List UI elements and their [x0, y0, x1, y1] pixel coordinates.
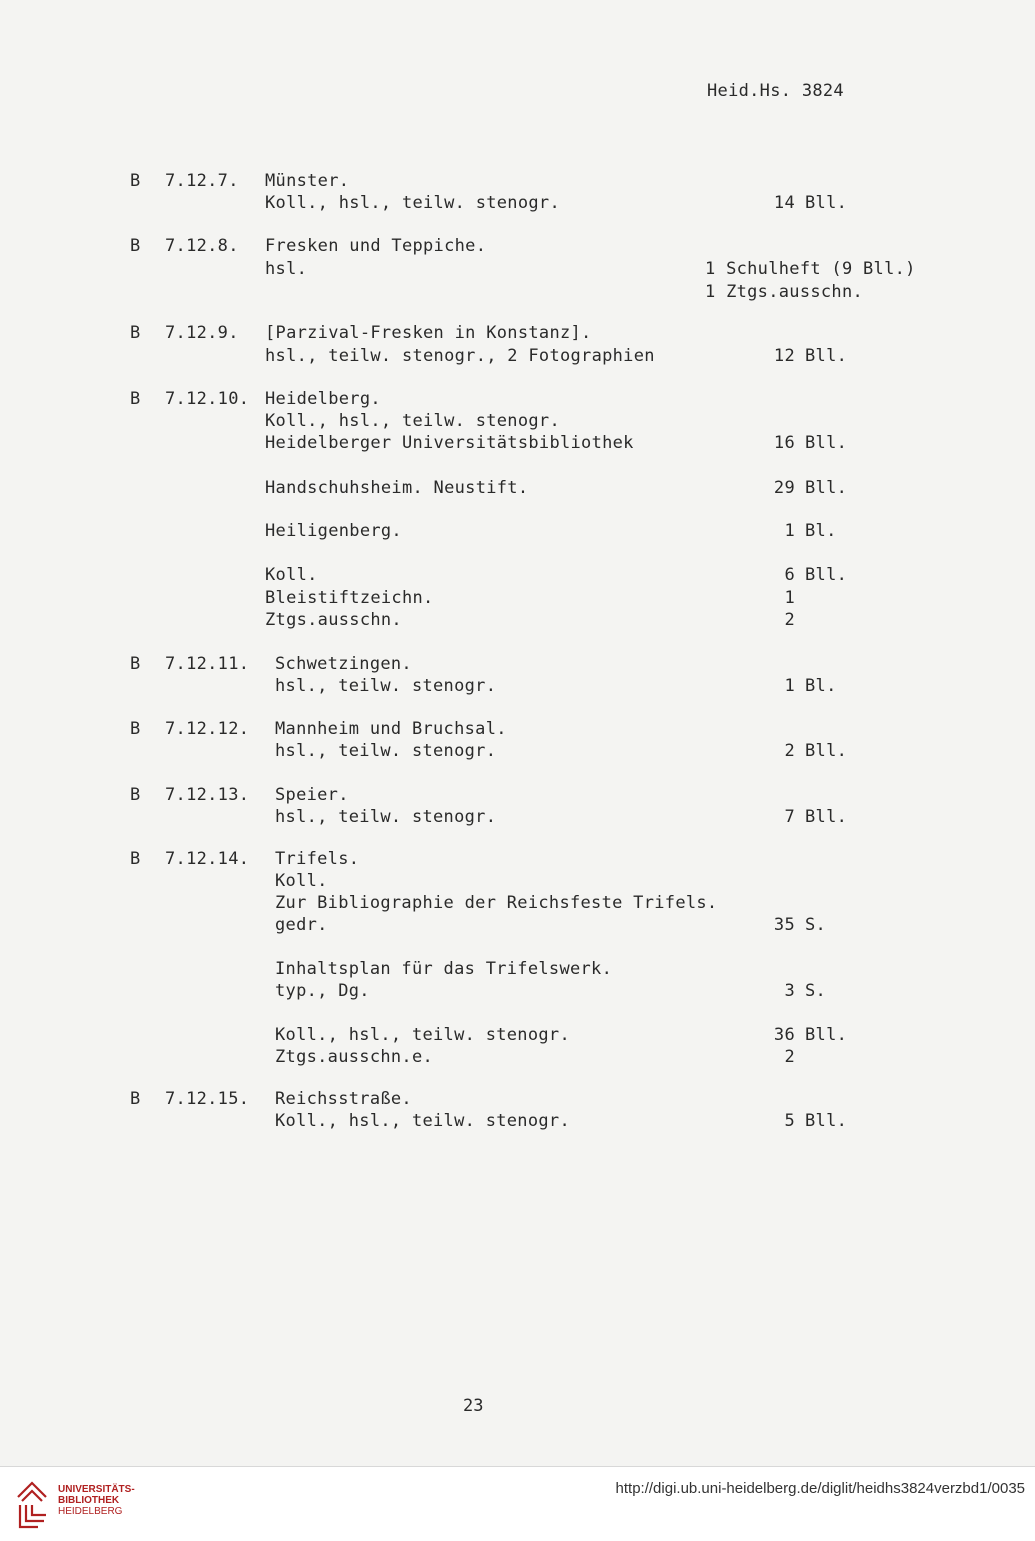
library-name	[58, 1484, 135, 1517]
entry-count: 7	[784, 807, 795, 827]
library-name-line1: UNIVERSITÄTS-	[58, 1484, 135, 1495]
entry-description: Heidelberger Universitätsbibliothek	[265, 433, 634, 453]
entry-unit: Bll.	[805, 565, 848, 585]
entry-title: Fresken und Teppiche.	[265, 236, 487, 256]
header-reference: Heid.Hs. 3824	[707, 81, 844, 101]
entry-unit: Bll.	[805, 1111, 848, 1131]
entry-title: [Parzival-Fresken in Konstanz].	[265, 323, 592, 343]
entry-description: hsl., teilw. stenogr.	[275, 676, 497, 696]
entry-unit: 1 Schulheft (9 Bll.)	[705, 259, 916, 279]
entry-unit: S.	[805, 981, 827, 1001]
entry-number: 7.12.8.	[165, 236, 239, 256]
entry-title: Speier.	[275, 785, 349, 805]
entry-description: typ., Dg.	[275, 981, 370, 1001]
entry-description: hsl.	[265, 259, 308, 279]
entry-count: 12	[773, 346, 795, 366]
entry-description: Koll.	[275, 871, 328, 891]
entry-count: 1	[784, 676, 795, 696]
entry-description: Koll.	[265, 565, 318, 585]
entry-title: Heidelberg.	[265, 389, 381, 409]
entry-description: Handschuhsheim. Neustift.	[265, 478, 529, 498]
entry-signature: B	[130, 323, 141, 343]
entry-count: 1	[784, 521, 795, 541]
entry-number: 7.12.13.	[165, 785, 250, 805]
entry-description: Koll., hsl., teilw. stenogr.	[275, 1111, 570, 1131]
entry-count: 35	[773, 915, 795, 935]
entry-description: Ztgs.ausschn.e.	[275, 1047, 434, 1067]
entry-count: 14	[773, 193, 795, 213]
library-name-line3: HEIDELBERG	[58, 1506, 123, 1517]
entry-unit: S.	[805, 915, 827, 935]
entry-signature: B	[130, 1089, 141, 1109]
entry-description: hsl., teilw. stenogr.	[275, 741, 497, 761]
entry-count: 29	[773, 478, 795, 498]
entry-signature: B	[130, 236, 141, 256]
entry-unit: Bll.	[805, 741, 848, 761]
entry-unit: Bll.	[805, 807, 848, 827]
entry-count: 2	[784, 741, 795, 761]
library-logo-icon	[12, 1475, 52, 1531]
entry-description: Inhaltsplan für das Trifelswerk.	[275, 959, 613, 979]
entry-description: Bleistiftzeichn.	[265, 588, 434, 608]
entry-title: Münster.	[265, 171, 350, 191]
entry-title: Mannheim und Bruchsal.	[275, 719, 507, 739]
entry-count: 6	[784, 565, 795, 585]
entry-signature: B	[130, 171, 141, 191]
entry-count: 1	[784, 588, 795, 608]
entry-count: 3	[784, 981, 795, 1001]
entry-description: gedr.	[275, 915, 328, 935]
library-name-line2: BIBLIOTHEK	[58, 1495, 120, 1506]
entry-description: Zur Bibliographie der Reichsfeste Trifels.	[275, 893, 718, 913]
page-number: 23	[463, 1396, 484, 1416]
entry-description: hsl., teilw. stenogr.	[275, 807, 497, 827]
entry-unit: Bl.	[805, 676, 837, 696]
entry-count: 36	[773, 1025, 795, 1045]
entry-title: Schwetzingen.	[275, 654, 412, 674]
entry-count: 2	[784, 610, 795, 630]
entry-title: Trifels.	[275, 849, 360, 869]
entry-number: 7.12.14.	[165, 849, 250, 869]
entry-unit: Bll.	[805, 193, 848, 213]
entry-description: Koll., hsl., teilw. stenogr.	[265, 193, 560, 213]
entry-unit: Bll.	[805, 433, 848, 453]
entry-description: Ztgs.ausschn.	[265, 610, 402, 630]
entry-number: 7.12.12.	[165, 719, 250, 739]
entry-description: hsl., teilw. stenogr., 2 Fotographien	[265, 346, 655, 366]
entry-count: 5	[784, 1111, 795, 1131]
entry-number: 7.12.15.	[165, 1089, 250, 1109]
entry-number: 7.12.9.	[165, 323, 239, 343]
entry-number: 7.12.7.	[165, 171, 239, 191]
entry-description: Heiligenberg.	[265, 521, 402, 541]
entry-count: 2	[784, 1047, 795, 1067]
entry-signature: B	[130, 849, 141, 869]
entry-unit: Bl.	[805, 521, 837, 541]
entry-signature: B	[130, 719, 141, 739]
entry-unit: Bll.	[805, 478, 848, 498]
entry-number: 7.12.11.	[165, 654, 250, 674]
entry-signature: B	[130, 654, 141, 674]
entry-title: Reichsstraße.	[275, 1089, 412, 1109]
page-url-link[interactable]: http://digi.ub.uni-heidelberg.de/diglit/heidhs3824verzbd1/0035	[615, 1480, 1025, 1497]
entry-count: 16	[773, 433, 795, 453]
entry-unit: Bll.	[805, 1025, 848, 1045]
footer-bar	[0, 1466, 1035, 1541]
entry-description: Koll., hsl., teilw. stenogr.	[265, 411, 560, 431]
entry-signature: B	[130, 785, 141, 805]
entry-description: Koll., hsl., teilw. stenogr.	[275, 1025, 570, 1045]
entry-unit: Bll.	[805, 346, 848, 366]
entry-unit: 1 Ztgs.ausschn.	[705, 282, 864, 302]
entry-signature: B	[130, 389, 141, 409]
entry-number: 7.12.10.	[165, 389, 250, 409]
